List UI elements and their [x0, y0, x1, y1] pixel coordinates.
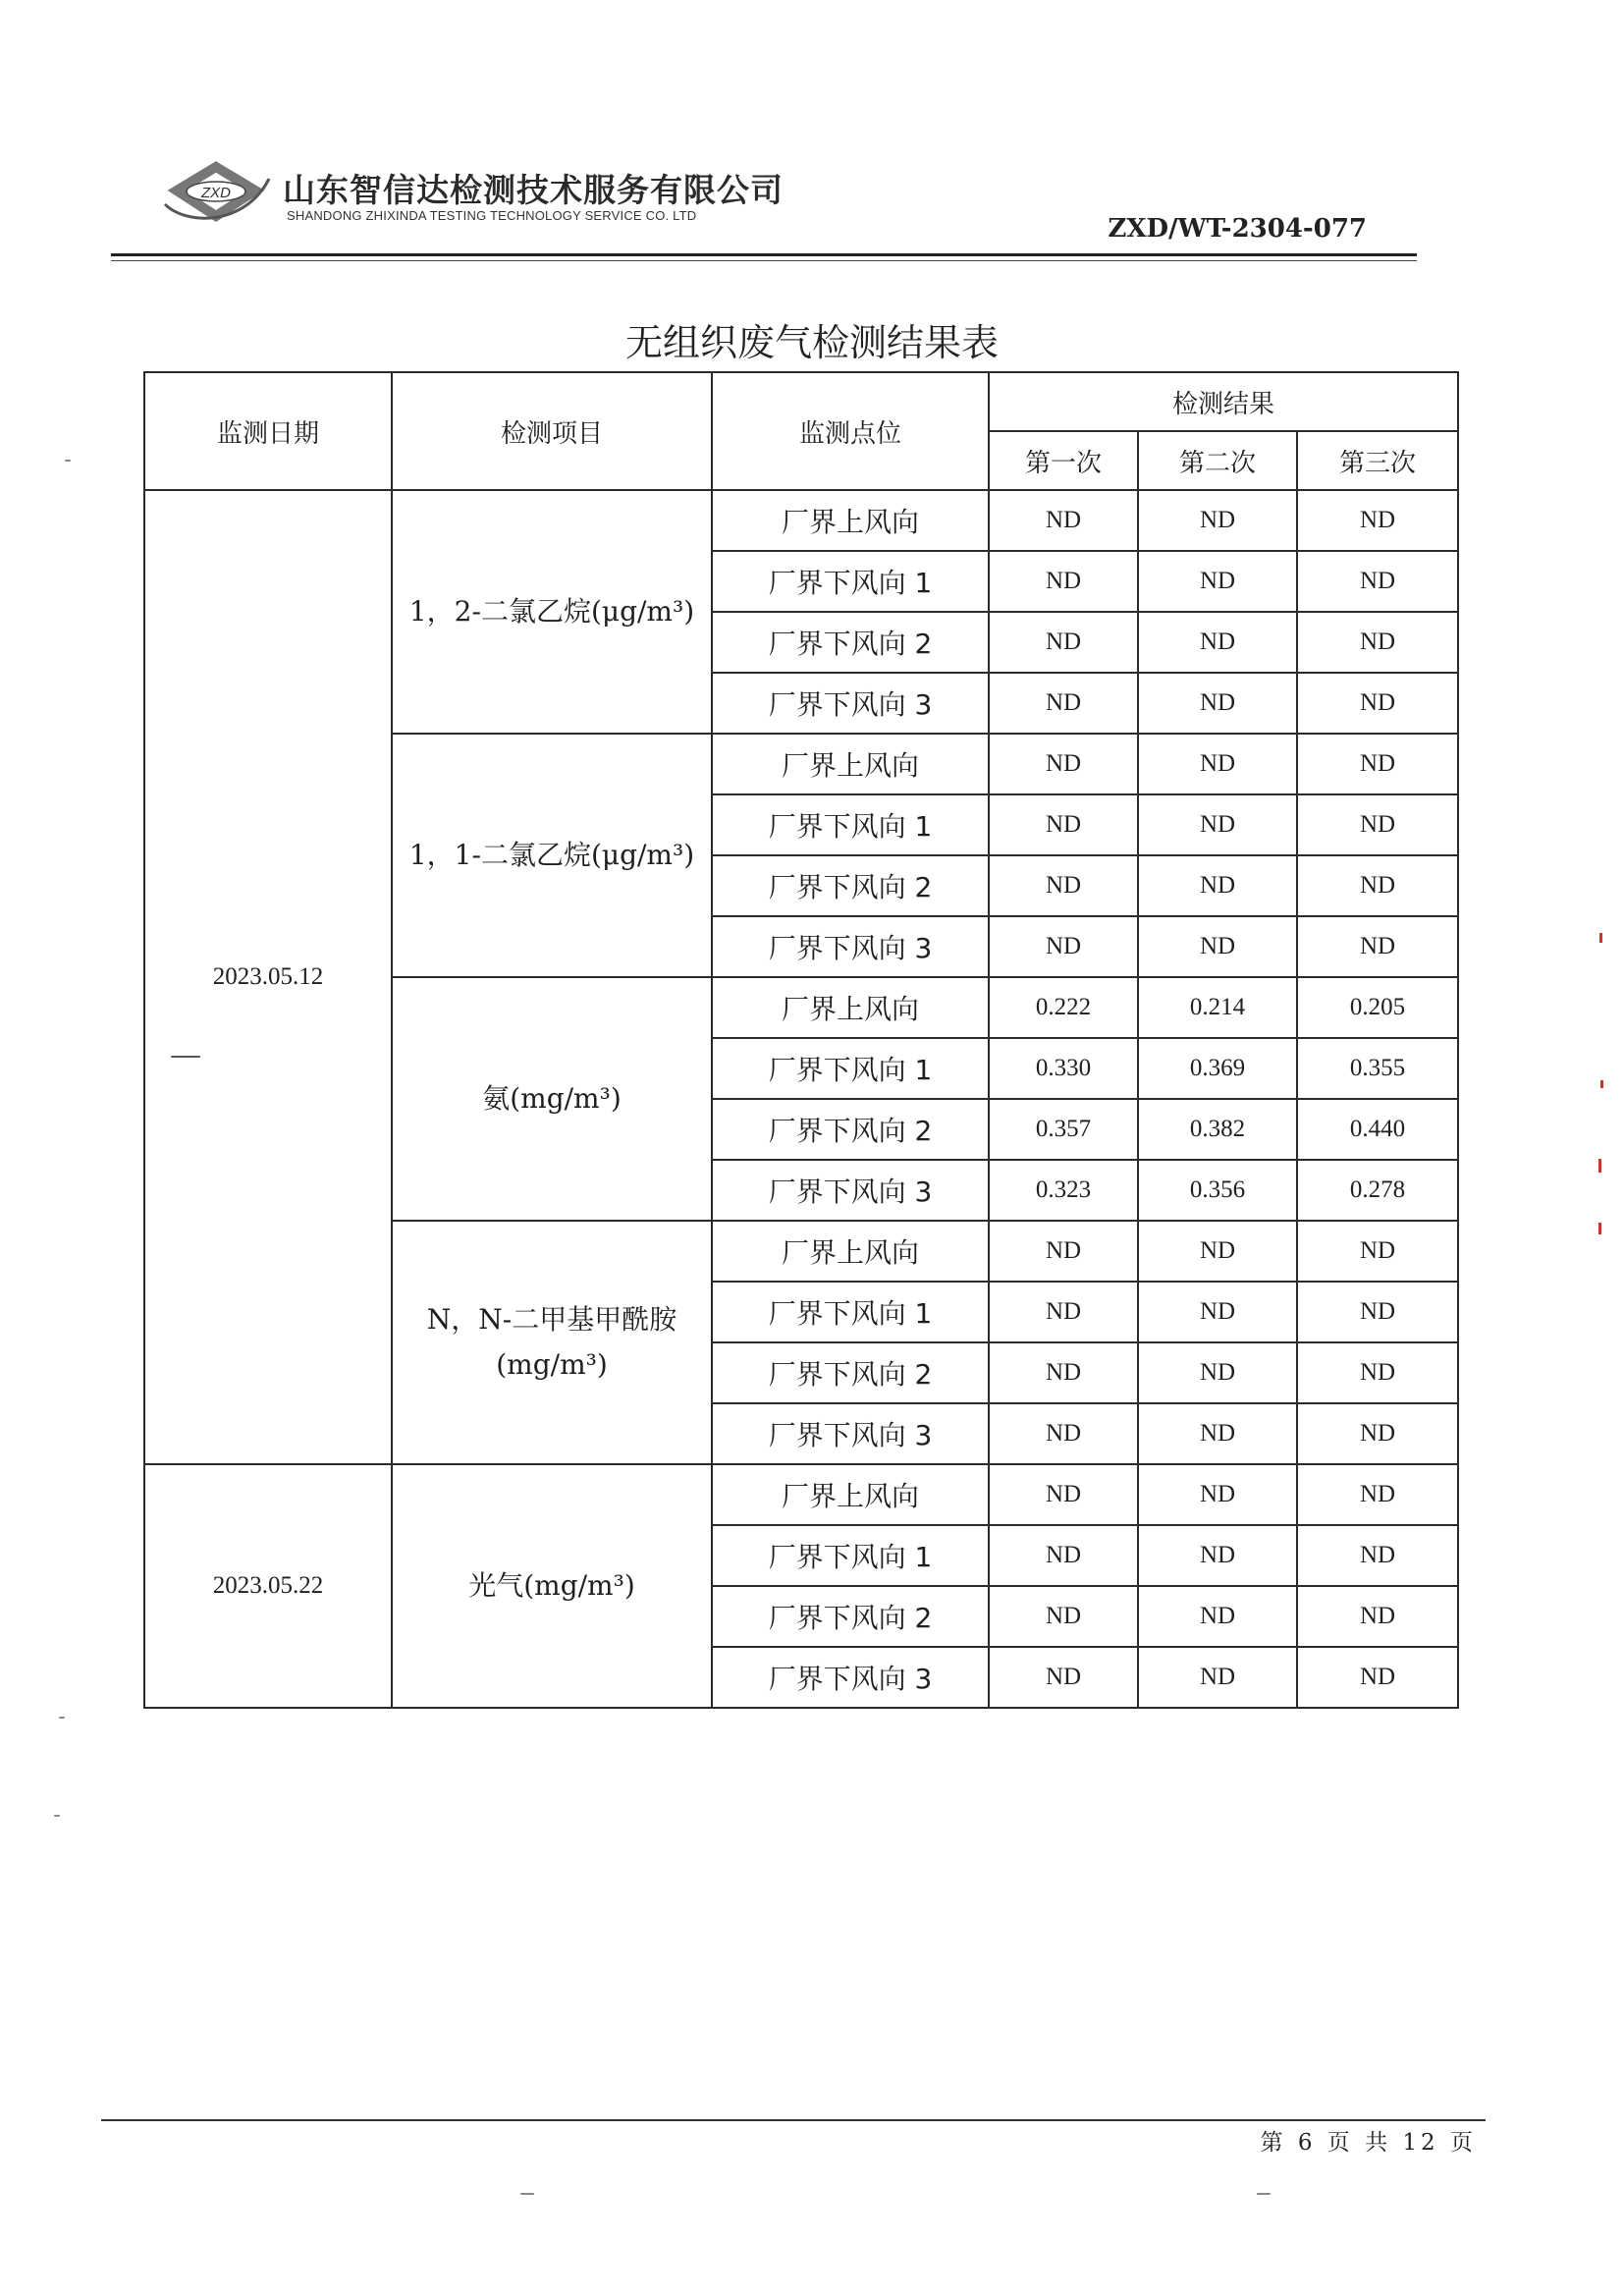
monitoring-point-cell: 厂界下风向 2	[712, 612, 989, 673]
result-value-cell: 0.369	[1138, 1038, 1297, 1099]
result-value-cell: ND	[1138, 794, 1297, 855]
company-name-cn: 山东智信达检测技术服务有限公司	[283, 171, 784, 209]
header-point: 监测点位	[712, 372, 989, 490]
table-row	[144, 490, 1458, 551]
scan-speck	[65, 460, 71, 462]
result-value-cell: ND	[1297, 1464, 1458, 1525]
result-value-cell: ND	[989, 855, 1138, 916]
result-value-cell: ND	[1297, 794, 1458, 855]
result-value-cell: ND	[1138, 1221, 1297, 1282]
result-value-cell: ND	[989, 1403, 1138, 1464]
monitoring-point-cell: 厂界上风向	[712, 734, 989, 794]
result-value-cell: 0.330	[989, 1038, 1138, 1099]
monitoring-point-cell: 厂界上风向	[712, 977, 989, 1038]
result-value-cell: ND	[1297, 1403, 1458, 1464]
result-value-cell: 0.357	[989, 1099, 1138, 1160]
monitoring-point-cell: 厂界下风向 3	[712, 916, 989, 977]
result-value-cell: ND	[989, 1586, 1138, 1647]
result-value-cell: ND	[989, 1221, 1138, 1282]
result-value-cell: ND	[989, 734, 1138, 794]
result-value-cell: ND	[1297, 1282, 1458, 1342]
result-value-cell: 0.214	[1138, 977, 1297, 1038]
result-value-cell: 0.355	[1297, 1038, 1458, 1099]
monitoring-point-cell: 厂界下风向 3	[712, 673, 989, 734]
scan-speck	[171, 1056, 200, 1058]
results-body	[144, 490, 1458, 1708]
result-value-cell: ND	[1138, 1403, 1297, 1464]
monitoring-date-cell: 2023.05.12	[144, 490, 392, 1464]
result-value-cell: ND	[1138, 855, 1297, 916]
zxd-logo-icon	[157, 161, 275, 230]
result-value-cell: ND	[1138, 551, 1297, 612]
result-value-cell: 0.440	[1297, 1099, 1458, 1160]
result-value-cell: ND	[1297, 673, 1458, 734]
header-divider	[111, 253, 1417, 256]
result-value-cell: ND	[989, 551, 1138, 612]
header-divider-thin	[111, 260, 1417, 261]
result-value-cell: ND	[989, 612, 1138, 673]
scan-mark	[1600, 1080, 1603, 1088]
footer-divider	[101, 2119, 1486, 2121]
result-value-cell: ND	[1297, 551, 1458, 612]
monitoring-point-cell: 厂界下风向 1	[712, 1525, 989, 1586]
scan-speck	[59, 1717, 65, 1719]
test-item-cell: 氨(mg/m³)	[392, 977, 712, 1221]
test-item-cell: 光气(mg/m³)	[392, 1464, 712, 1708]
result-value-cell: ND	[1138, 1342, 1297, 1403]
test-item-cell: N，N-二甲基甲酰胺 (mg/m³)	[392, 1221, 712, 1464]
header-run-1: 第一次	[989, 431, 1138, 490]
monitoring-point-cell: 厂界下风向 1	[712, 1038, 989, 1099]
result-value-cell: ND	[989, 490, 1138, 551]
table-row	[144, 1464, 1458, 1525]
result-value-cell: 0.222	[989, 977, 1138, 1038]
result-value-cell: 0.382	[1138, 1099, 1297, 1160]
monitoring-point-cell: 厂界上风向	[712, 1221, 989, 1282]
result-value-cell: ND	[1297, 1221, 1458, 1282]
monitoring-point-cell: 厂界下风向 3	[712, 1403, 989, 1464]
result-value-cell: 0.278	[1297, 1160, 1458, 1221]
result-value-cell: ND	[989, 794, 1138, 855]
result-value-cell: 0.356	[1138, 1160, 1297, 1221]
result-value-cell: ND	[1297, 1647, 1458, 1708]
scan-mark	[1599, 933, 1602, 943]
test-item-cell: 1，1-二氯乙烷(μg/m³)	[392, 734, 712, 977]
result-value-cell: ND	[989, 1464, 1138, 1525]
monitoring-point-cell: 厂界下风向 1	[712, 1282, 989, 1342]
header-run-2: 第二次	[1138, 431, 1297, 490]
monitoring-point-cell: 厂界下风向 1	[712, 551, 989, 612]
result-value-cell: ND	[1138, 673, 1297, 734]
result-value-cell: ND	[1297, 490, 1458, 551]
result-value-cell: ND	[1297, 916, 1458, 977]
monitoring-point-cell: 厂界下风向 3	[712, 1647, 989, 1708]
header-run-3: 第三次	[1297, 431, 1458, 490]
result-value-cell: ND	[989, 1525, 1138, 1586]
result-value-cell: ND	[989, 1342, 1138, 1403]
result-value-cell: ND	[1138, 1282, 1297, 1342]
result-value-cell: ND	[1297, 1586, 1458, 1647]
company-name-en: SHANDONG ZHIXINDA TESTING TECHNOLOGY SERVICE CO. LTD	[287, 208, 697, 223]
scan-mark	[1598, 1159, 1601, 1173]
monitoring-point-cell: 厂界下风向 1	[712, 794, 989, 855]
scan-speck	[54, 1815, 60, 1817]
monitoring-point-cell: 厂界下风向 2	[712, 855, 989, 916]
monitoring-date-cell: 2023.05.22	[144, 1464, 392, 1708]
result-value-cell: ND	[1138, 734, 1297, 794]
result-value-cell: ND	[989, 673, 1138, 734]
result-value-cell: ND	[1297, 734, 1458, 794]
result-value-cell: ND	[1138, 1464, 1297, 1525]
result-value-cell: ND	[1297, 1342, 1458, 1403]
result-value-cell: ND	[1297, 612, 1458, 673]
result-value-cell: ND	[989, 916, 1138, 977]
scan-speck	[1257, 2193, 1271, 2195]
header-item: 检测项目	[392, 372, 712, 490]
company-logo	[157, 155, 784, 234]
result-value-cell: ND	[1138, 612, 1297, 673]
result-value-cell: ND	[1138, 490, 1297, 551]
result-value-cell: ND	[1138, 1586, 1297, 1647]
logo-text: ZXD	[201, 185, 231, 201]
document-title: 无组织废气检测结果表	[624, 321, 999, 364]
result-value-cell: 0.323	[989, 1160, 1138, 1221]
scan-mark	[1598, 1223, 1601, 1234]
header-result: 检测结果	[989, 372, 1458, 431]
page-number: 第 6 页 共 12 页	[1260, 2130, 1477, 2156]
results-table	[143, 371, 1459, 1709]
result-value-cell: ND	[1297, 1525, 1458, 1586]
result-value-cell: 0.205	[1297, 977, 1458, 1038]
result-value-cell: ND	[1297, 855, 1458, 916]
monitoring-point-cell: 厂界下风向 2	[712, 1342, 989, 1403]
header-date: 监测日期	[144, 372, 392, 490]
monitoring-point-cell: 厂界下风向 2	[712, 1099, 989, 1160]
result-value-cell: ND	[1138, 1525, 1297, 1586]
result-value-cell: ND	[989, 1282, 1138, 1342]
scan-speck	[520, 2193, 534, 2195]
monitoring-point-cell: 厂界上风向	[712, 490, 989, 551]
test-item-cell: 1，2-二氯乙烷(μg/m³)	[392, 490, 712, 734]
report-number: ZXD/WT-2304-077	[1108, 214, 1367, 244]
monitoring-point-cell: 厂界下风向 2	[712, 1586, 989, 1647]
result-value-cell: ND	[1138, 916, 1297, 977]
monitoring-point-cell: 厂界下风向 3	[712, 1160, 989, 1221]
monitoring-point-cell: 厂界上风向	[712, 1464, 989, 1525]
result-value-cell: ND	[1138, 1647, 1297, 1708]
result-value-cell: ND	[989, 1647, 1138, 1708]
